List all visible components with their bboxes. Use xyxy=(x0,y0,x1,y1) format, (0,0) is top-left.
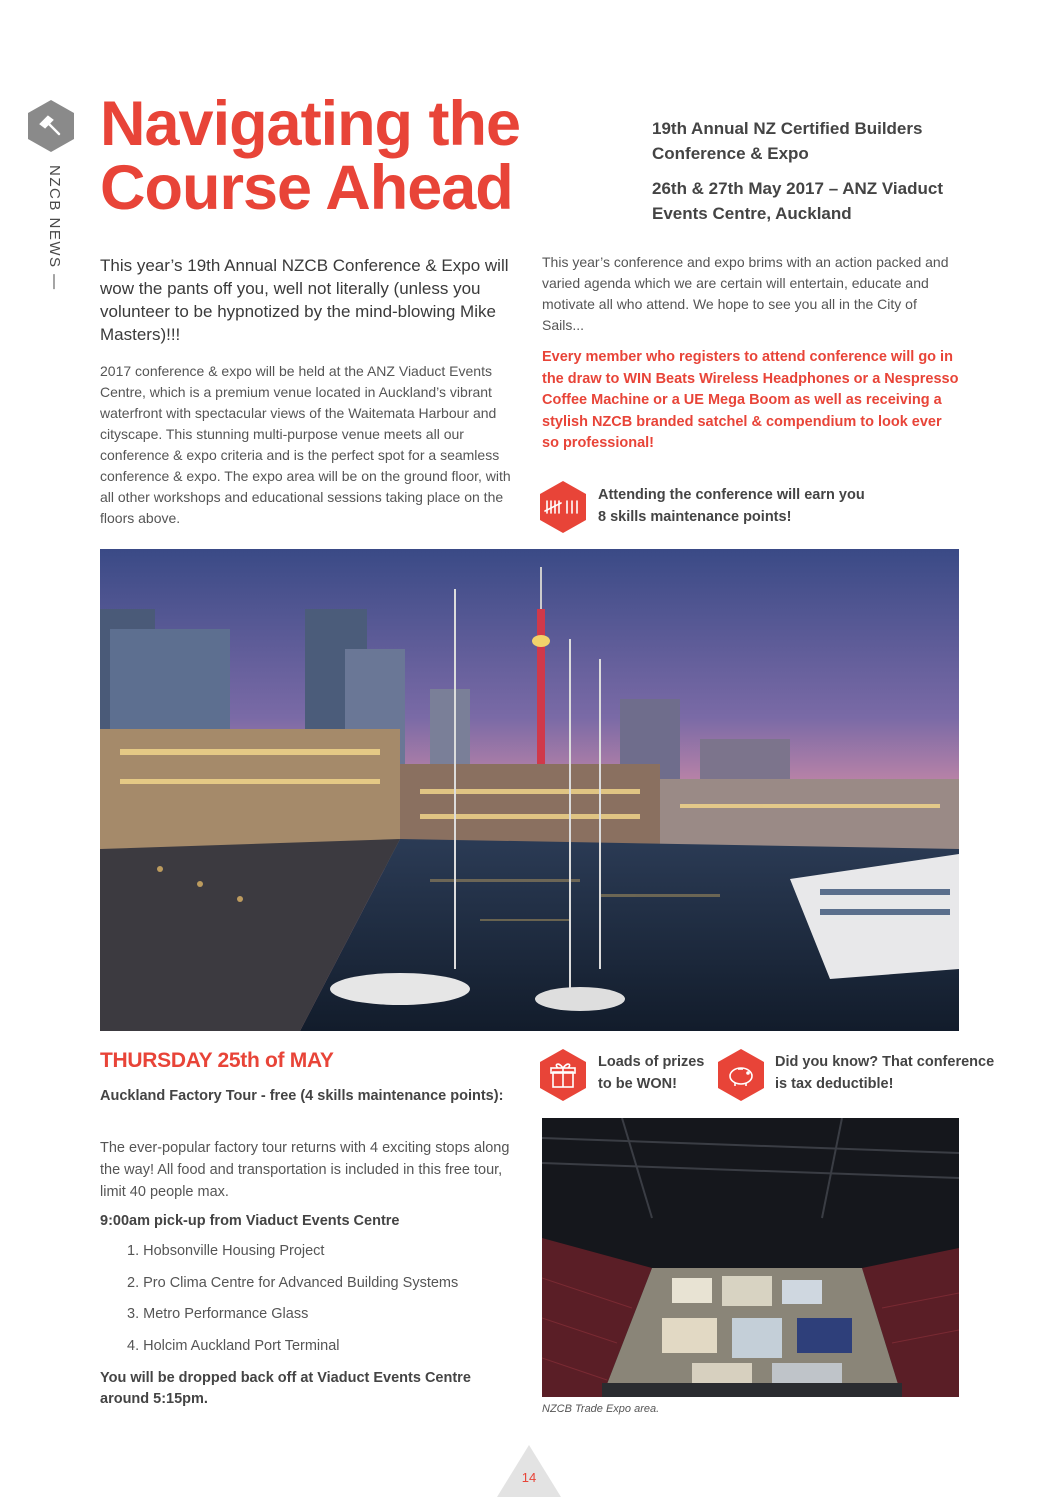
page-number: 14 xyxy=(521,1470,537,1485)
event-info xyxy=(652,116,982,236)
photo-caption: NZCB Trade Expo area. xyxy=(542,1403,660,1415)
section-label: NZCB NEWS — xyxy=(46,165,63,291)
intro-body: 2017 conference & expo will be held at the ANZ Viaduct Events Centre, which is a premium venue located in Auckland’s vibrant waterfront with spectacular views of the Waitemata Harbour and cityscape. This stunning multi-purpose venue meets all our conference & expo criteria and is the perfect spot for a seamless conference & expo. The expo area will be on the ground floor, with all other workshops and educational sessions taking place on the floors above. xyxy=(100,363,511,526)
intro-lead: This year’s 19th Annual NZCB Conference & Expo will wow the pants off you, well not literally (unless you volunteer to be hypnotized by the mind-blowing Mike Masters)!!! xyxy=(100,256,509,344)
gift-icon xyxy=(540,1049,586,1101)
page-title xyxy=(100,89,620,223)
tax-note: Did you know? That conference is tax deductible! xyxy=(775,1054,995,1092)
auckland-viaduct-harbour-photo xyxy=(100,549,959,1031)
event-date-venue: 26th & 27th May 2017 – ANZ Viaduct Events Centre, Auckland xyxy=(652,179,943,223)
list-item: 4. Holcim Auckland Port Terminal xyxy=(127,1337,340,1354)
day-heading: THURSDAY 25th of MAY xyxy=(100,1049,334,1072)
piggy-bank-icon xyxy=(718,1049,764,1101)
pickup-info: 9:00am pick-up from Viaduct Events Centre xyxy=(100,1213,400,1229)
skills-points-note: Attending the conference will earn you 8 skills maintenance points! xyxy=(598,487,865,525)
title-line-2: Course Ahead xyxy=(100,153,513,223)
list-item: 2. Pro Clima Centre for Advanced Building Systems xyxy=(127,1274,459,1291)
agenda-text: This year’s conference and expo brims with an action packed and varied agenda which we are certain will entertain, educate and motivate all who attend. We hope to see you all in the City of Sails... xyxy=(542,254,949,333)
event-name: 19th Annual NZ Certified Builders Conference & Expo xyxy=(652,119,923,163)
tour-title: Auckland Factory Tour - free (4 skills maintenance points): xyxy=(100,1088,504,1104)
hammer-icon xyxy=(28,100,74,152)
prizes-note: Loads of prizes to be WON! xyxy=(598,1054,705,1092)
list-item: 1. Hobsonville Housing Project xyxy=(127,1243,325,1259)
trade-expo-photo xyxy=(542,1118,959,1397)
list-item: 3. Metro Performance Glass xyxy=(127,1306,309,1322)
tour-stops-list xyxy=(127,1241,458,1367)
tour-description: The ever-popular factory tour returns with 4 exciting stops along the way! All food and transportation is included in this free tour, limit 40 people max. xyxy=(100,1140,510,1200)
dropoff-info: You will be dropped back off at Viaduct Events Centre around 5:15pm. xyxy=(100,1370,471,1407)
prize-draw-text: Every member who registers to attend conference will go in the draw to WIN Beats Wireless Headphones or a Nespresso Coffee Machine or a UE Mega Boom as well as receiving a stylish NZCB branded satchel & compendium to look ever so professional! xyxy=(542,349,959,451)
tally-marks-icon xyxy=(540,481,586,533)
title-line-1: Navigating the xyxy=(100,89,521,159)
